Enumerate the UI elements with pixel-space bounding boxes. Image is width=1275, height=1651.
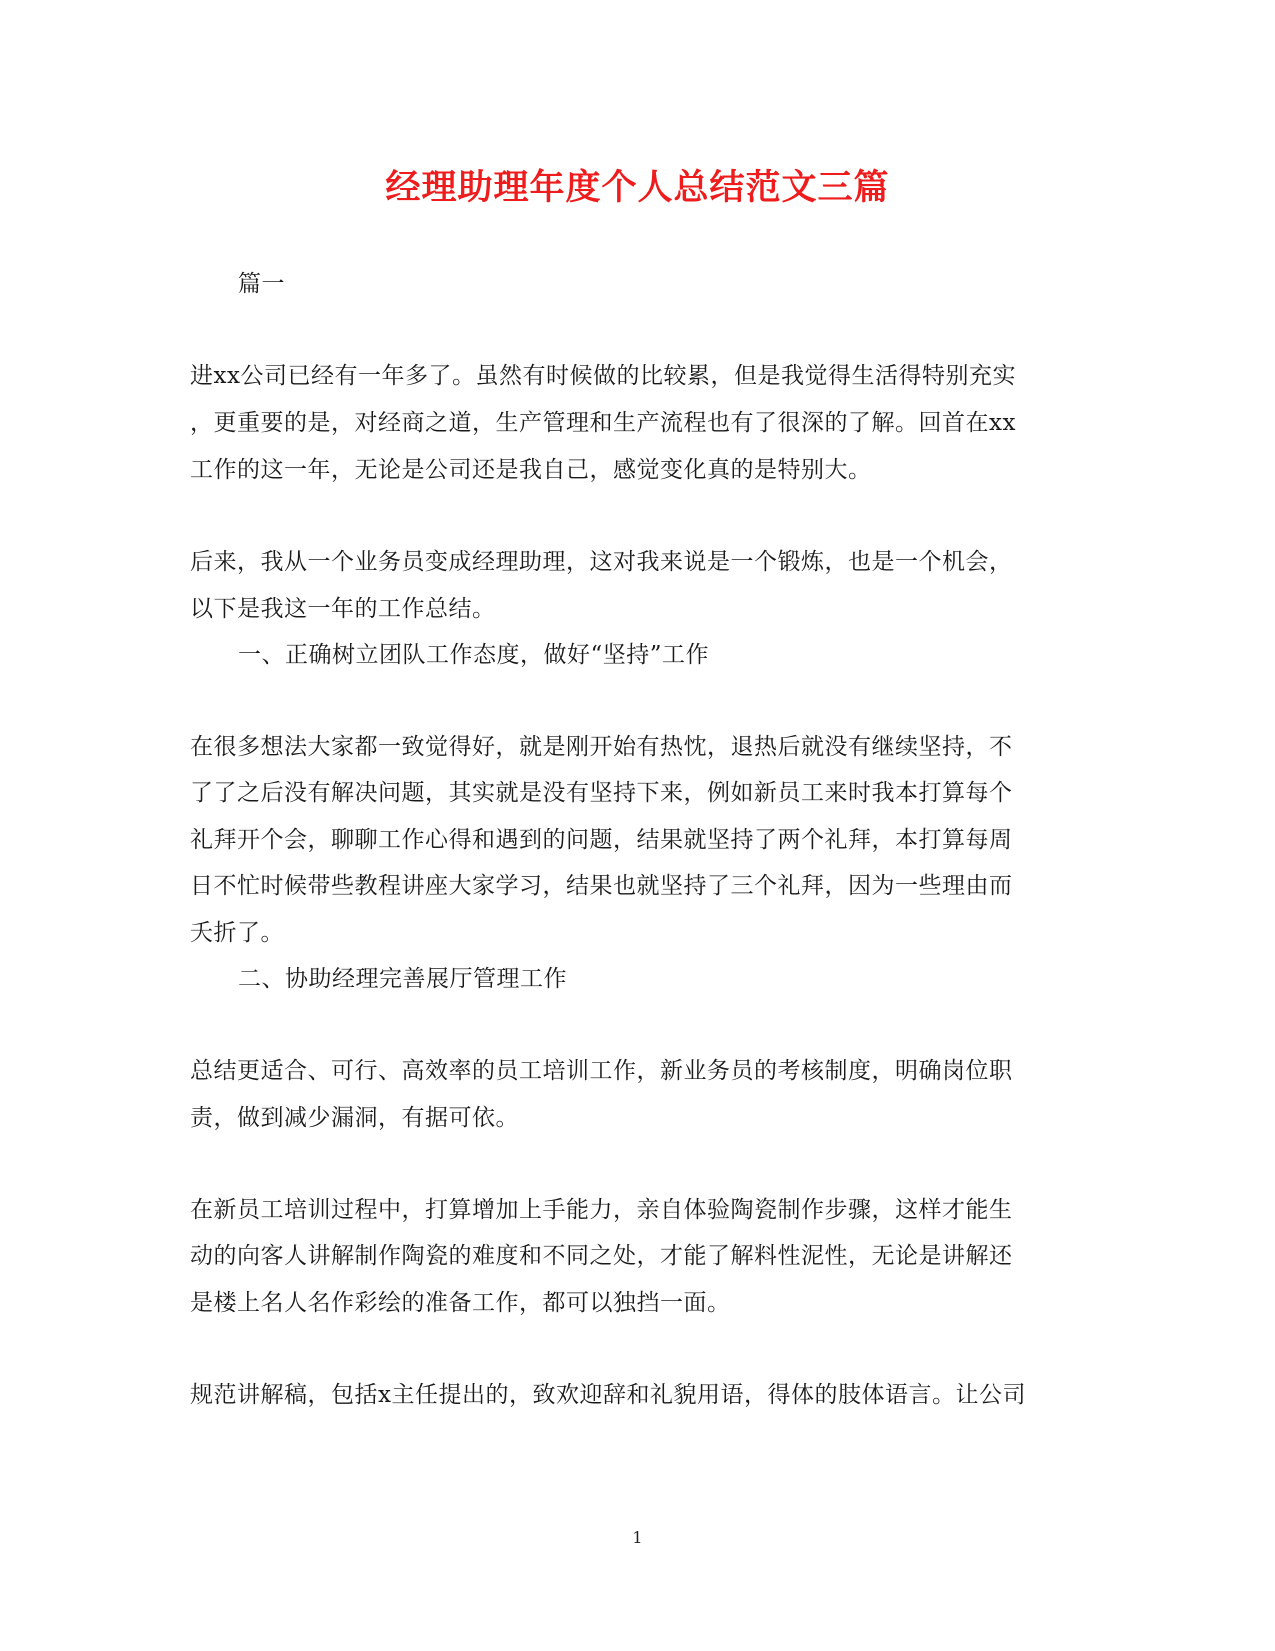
paragraph-4-line-1: 总结更适合、可行、高效率的员工培训工作，新业务员的考核制度，明确岗位职	[190, 1058, 1013, 1084]
subheading-1: 一、正确树立团队工作态度，做好“坚持”工作	[238, 642, 710, 668]
paragraph-5-line-3: 是楼上名人名作彩绘的准备工作，都可以独挡一面。	[190, 1290, 731, 1316]
paragraph-4-line-2: 责，做到减少漏洞，有据可依。	[190, 1105, 519, 1131]
paragraph-3-line-1: 在很多想法大家都一致觉得好，就是刚开始有热忱，退热后就没有继续坚持，不	[190, 734, 1013, 760]
paragraph-1-line-1: 进xx公司已经有一年多了。虽然有时候做的比较累，但是我觉得生活得特别充实	[190, 363, 1016, 389]
paragraph-2-line-1: 后来，我从一个业务员变成经理助理，这对我来说是一个锻炼，也是一个机会，	[190, 549, 1013, 575]
page-number: 1	[632, 1528, 643, 1547]
document-title: 经理助理年度个人总结范文三篇	[385, 167, 890, 208]
paragraph-3-line-3: 礼拜开个会，聊聊工作心得和遇到的问题，结果就坚持了两个礼拜，本打算每周	[190, 827, 1013, 853]
subheading-2: 二、协助经理完善展厅管理工作	[238, 966, 567, 992]
paragraph-2-line-2: 以下是我这一年的工作总结。	[190, 596, 496, 622]
paragraph-1-line-2: ，更重要的是，对经商之道，生产管理和生产流程也有了很深的了解。回首在xx	[190, 410, 1016, 436]
paragraph-3-line-4: 日不忙时候带些教程讲座大家学习，结果也就坚持了三个礼拜，因为一些理由而	[190, 873, 1013, 899]
paragraph-5-line-2: 动的向客人讲解制作陶瓷的难度和不同之处，才能了解料性泥性，无论是讲解还	[190, 1243, 1013, 1269]
paragraph-6-line-1: 规范讲解稿，包括x主任提出的，致欢迎辞和礼貌用语，得体的肢体语言。让公司	[190, 1382, 1026, 1408]
section-heading: 篇一	[238, 271, 285, 297]
paragraph-1-line-3: 工作的这一年，无论是公司还是我自己，感觉变化真的是特别大。	[190, 457, 872, 483]
paragraph-3-line-2: 了了之后没有解决问题，其实就是没有坚持下来，例如新员工来时我本打算每个	[190, 780, 1013, 806]
paragraph-5-line-1: 在新员工培训过程中，打算增加上手能力，亲自体验陶瓷制作步骤，这样才能生	[190, 1197, 1013, 1223]
paragraph-3-line-5: 夭折了。	[190, 920, 284, 946]
